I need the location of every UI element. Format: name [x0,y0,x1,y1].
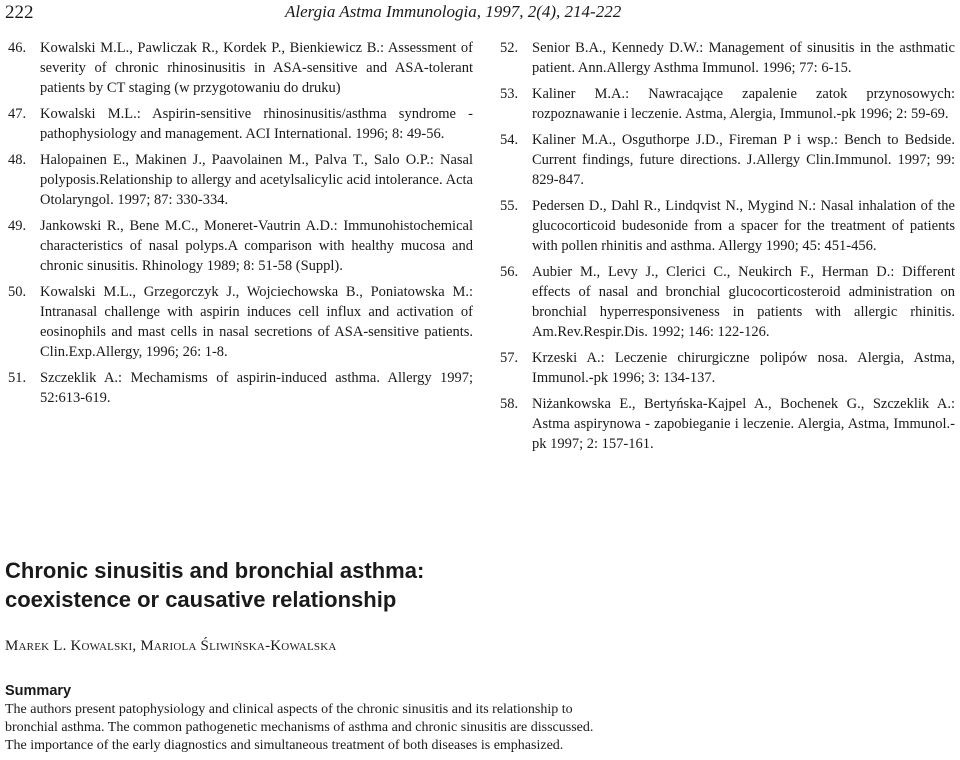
reference-text: Kowalski M.L., Grzegorczyk J., Wojciechowska B., Poniatowska M.: Intranasal challenge with aspirin induces cell influx and activation of eosinophils and mast cells in nasal secretions of ASA-sensitive patients. Clin.Exp.Allergy, 1996; 26: 1-8. [40,284,473,360]
article-title-line-2: coexistence or causative relationship [5,587,397,612]
reference-item [500,394,955,454]
reference-text: Aubier M., Levy J., Clerici C., Neukirch F., Herman D.: Different effects of nasal and bronchial glucocorticosteroid administration on bronchial hyperresponsiveness in patients with allergic rhinitis. Am.Rev.Respir.Dis. 1992; 146: 122-126. [532,264,955,340]
reference-item [8,216,473,276]
reference-item [8,368,473,408]
reference-text: Kaliner M.A., Osguthorpe J.D., Fireman P i wsp.: Bench to Bedside. Current findings, future directions. J.Allergy Clin.Immunol. 1997; 99: 829-847. [532,132,955,188]
reference-item [8,282,473,362]
reference-text: Kowalski M.L.: Aspirin-sensitive rhinosinusitis/asthma syndrome - pathophysiology and management. ACI International. 1996; 8: 49-56. [40,106,473,142]
summary-line: The importance of the early diagnostics and simultaneous treatment of both diseases is emphasized. [5,738,564,753]
reference-text: Halopainen E., Makinen J., Paavolainen M., Palva T., Salo O.P.: Nasal polyposis.Relationship to allergy and acetylsalicylic acid intolerance. Acta Otolaryngol. 1997; 87: 330-334. [40,152,473,208]
reference-item [8,38,473,98]
reference-number: 47. [8,106,27,122]
summary-line: The authors present patophysiology and clinical aspects of the chronic sinusitis and its relationship to [5,702,573,717]
reference-item [500,196,955,256]
page-number: 222 [5,2,34,23]
reference-number: 52. [500,40,519,56]
references-right-column [500,38,955,460]
page-header [0,0,960,30]
reference-item [8,104,473,144]
article-authors: Marek L. Kowalski, Mariola Śliwińska-Kowalska [5,638,337,654]
reference-item [500,38,955,78]
references-left-column [8,38,473,414]
reference-number: 56. [500,264,519,280]
reference-number: 53. [500,86,519,102]
reference-number: 55. [500,198,519,214]
reference-text: Jankowski R., Bene M.C., Moneret-Vautrin A.D.: Immunohistochemical characteristics of nasal polyps.A comparison with healthy mucosa and chronic sinusitis. Rhinology 1989; 8: 51-58 (Suppl). [40,218,473,274]
reference-number: 50. [8,284,27,300]
reference-number: 51. [8,370,27,386]
reference-number: 58. [500,396,519,412]
reference-number: 48. [8,152,27,168]
reference-number: 57. [500,350,519,366]
reference-item [8,150,473,210]
reference-number: 49. [8,218,27,234]
summary-line: bronchial asthma. The common pathogenetic mechanisms of asthma and chronic sinusitis are disscussed. [5,720,594,735]
reference-text: Pedersen D., Dahl R., Lindqvist N., Mygind N.: Nasal inhalation of the glucocorticoid budesonide from a spacer for the treatment of patients with pollen rhinitis and asthma. Allergy 1990; 45: 451-456. [532,198,955,254]
reference-item [500,84,955,124]
reference-item [500,130,955,190]
article-title-line-1: Chronic sinusitis and bronchial asthma: [5,558,425,583]
reference-item [500,348,955,388]
reference-text: Senior B.A., Kennedy D.W.: Management of sinusitis in the asthmatic patient. Ann.Allergy Asthma Immunol. 1996; 77: 6-15. [532,40,955,76]
reference-text: Kowalski M.L., Pawliczak R., Kordek P., Bienkiewicz B.: Assessment of severity of chronic rhinosinusitis in ASA-sensitive and ASA-tolerant patients by CT staging (w przygotowaniu do druku) [40,40,473,96]
journal-citation: Alergia Astma Immunologia, 1997, 2(4), 214-222 [285,2,622,21]
article-title [5,556,945,614]
reference-item [500,262,955,342]
reference-text: Niżankowska E., Bertyńska-Kajpel A., Bochenek G., Szczeklik A.: Astma aspirynowa - zapobieganie i leczenie. Alergia, Astma, Immunol.-pk 1997; 2: 157-161. [532,396,955,452]
summary-heading: Summary [5,683,72,699]
reference-number: 46. [8,40,27,56]
reference-text: Szczeklik A.: Mechamisms of aspirin-induced asthma. Allergy 1997; 52:613-619. [40,370,473,406]
reference-text: Kaliner M.A.: Nawracające zapalenie zatok przynosowych: rozpoznawanie i leczenie. Astma, Alergia, Immunol.-pk 1996; 2: 59-69. [532,86,955,122]
reference-number: 54. [500,132,519,148]
summary-section [5,682,955,755]
article-title-block [5,556,945,614]
reference-text: Krzeski A.: Leczenie chirurgiczne polipów nosa. Alergia, Astma, Immunol.-pk 1996; 3: 134-137. [532,350,955,386]
